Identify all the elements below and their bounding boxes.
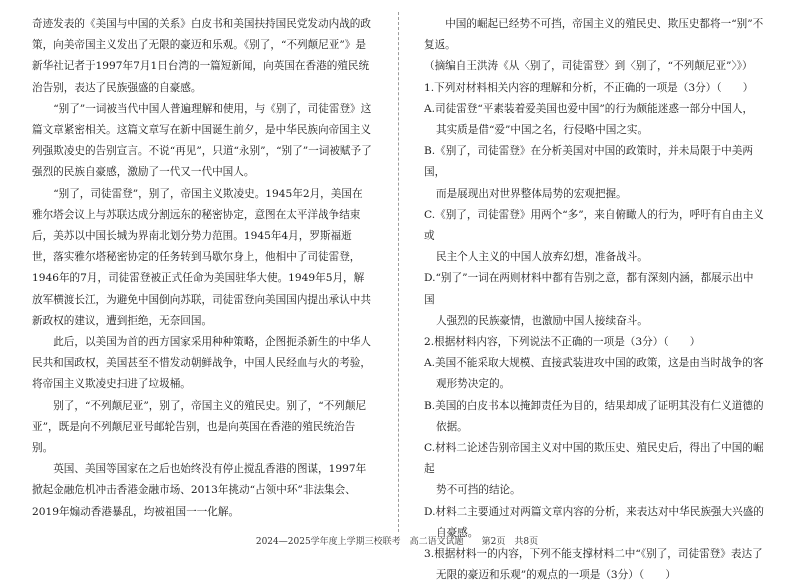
question-stem-cont: 无限的豪迈和乐观”的观点的一项是（3分）（ ） [436,569,676,582]
question-stem: 3.根据材料一的内容，下列不能支撑材料二中“《别了，司徒雷登》表达了 [424,548,763,561]
option-d: D.“别了”一词在两则材料中都有告别之意，都有深刻内涵，都展示出中国 [424,272,754,306]
option-d-cont: 自豪感。 [436,526,479,539]
intro-paragraph: 中国的崛起已经势不可挡，帝国主义的殖民史、欺压史都将一“别”不复返。 [424,18,764,52]
paragraph-5: 别了，“不列颠尼亚”，别了，帝国主义的殖民史。别了，“不列颠尼亚”，既是向不列颠尼亚号邮轮告别，也是向英国在香港的殖民统治告别。 [32,399,367,455]
option-b-cont: 依据。 [436,420,468,433]
paragraph-1: 奇迹发表的《美国与中国的关系》白皮书和美国扶持国民党发动内战的政策，向美帝国主义发出了无限的豪迈和乐观。《别了，“不列颠尼亚”》是新华社记者于1997年7月1日台湾的一篇短新闻，向英国在香港的殖民统治告别，表达了民族强盛的自豪感。 [32,18,371,94]
option-b: B.美国的白皮书本以掩卸责任为目的，结果却成了证明其没有仁义道德的 [424,399,764,412]
paragraph-3: “别了，司徒雷登”，别了，帝国主义欺凌史。1945年2月，美国在雅尔塔会议上与苏联达成分割远东的秘密协定，意图在太平洋战争结束后，美苏以中国长城为界南北划分势力范围。1945年4月，罗斯福逝世，落实雅尔塔秘密协定的任务转到马歇尔身上，他相中了司徒雷登，1946年的7月，司徒雷登被正式任命为美国驻华大使。1949年5月，解放军横渡长江，为避免中国倒向苏联，司徒雷登向美国国内提出承认中共新政权的建议，遭到拒绝，无奈回国。 [32,187,371,327]
page-footer: 2024—2025学年度上学期三校联考 高二语文试题 第2页 共8页 [255,537,539,547]
option-a-cont: 其实质是借“爱”中国之名，行侵略中国之实。 [436,124,649,137]
option-d: D.材料二主要通过对两篇文章内容的分析，来表达对中华民族强大兴盛的 [424,505,764,518]
paragraph-4: 此后，以美国为首的西方国家采用种种策略，企图扼杀新生的中华人民共和国政权，美国甚至不惜发动朝鲜战争，中国人民经血与火的考验，将帝国主义欺凌史扫进了垃圾桶。 [32,336,371,391]
option-c-cont: 势不可挡的结论。 [436,484,521,497]
option-a: A.司徒雷登“平素装着爱美国也爱中国”的行为颇能迷惑一部分中国人， [424,102,754,115]
source-note: （摘编自王洪涛《从〈别了，司徒雷登〉到〈别了，“不列颠尼亚”〉》） [424,60,753,73]
question-1 [424,78,764,332]
right-column [424,14,764,586]
option-b: B.《别了，司徒雷登》在分析美国对中国的政策时，并未局限于中美两国， [424,145,753,179]
left-column [32,14,372,523]
column-divider [398,12,399,532]
question-stem: 1.下列对材料相关内容的理解和分析，不正确的一项是（3分）（ ） [424,81,754,94]
option-c: C.《别了，司徒雷登》用两个“多”，来自俯瞰人的行为，呼吁有自由主义或 [424,208,764,243]
question-2 [424,332,764,544]
option-d-cont: 人强烈的民族豪情，也激励中国人接续奋斗。 [436,314,648,327]
option-c: C.材料二论述告别帝国主义对中国的欺压史、殖民史后，得出了中国的崛起 [424,442,764,476]
option-b-cont: 而是展现出对世界整体局势的宏观把握。 [436,187,627,200]
option-a-cont: 观形势决定的。 [436,378,511,391]
paragraph-6: 英国、美国等国家在之后也始终没有停止搅乱香港的图谋，1997年掀起金融危机冲击香港金融市场、2013年挑动“占领中环”非法集会、2019年煽动香港暴乱，均被祖国一一化解。 [32,463,367,518]
option-a: A.美国不能采取大规模、直接武装进攻中国的政策，这是由当时战争的客 [424,357,764,370]
question-stem: 2.根据材料内容，下列说法不正确的一项是（3分）（ ） [424,336,701,349]
option-c-cont: 民主个人主义的中国人放弃幻想，准备战斗。 [436,251,648,264]
question-3 [424,544,764,586]
paragraph-2: “别了”一词被当代中国人普遍理解和使用，与《别了，司徒雷登》这篇文章紧密相关。这篇文章写在新中国诞生前夕，是中华民族向帝国主义列强欺凌史的告别宣言。不说“再见”，只道“永别”，“别了”一词被赋予了强烈的民族自豪感，激励了一代又一代中国人。 [32,102,372,179]
